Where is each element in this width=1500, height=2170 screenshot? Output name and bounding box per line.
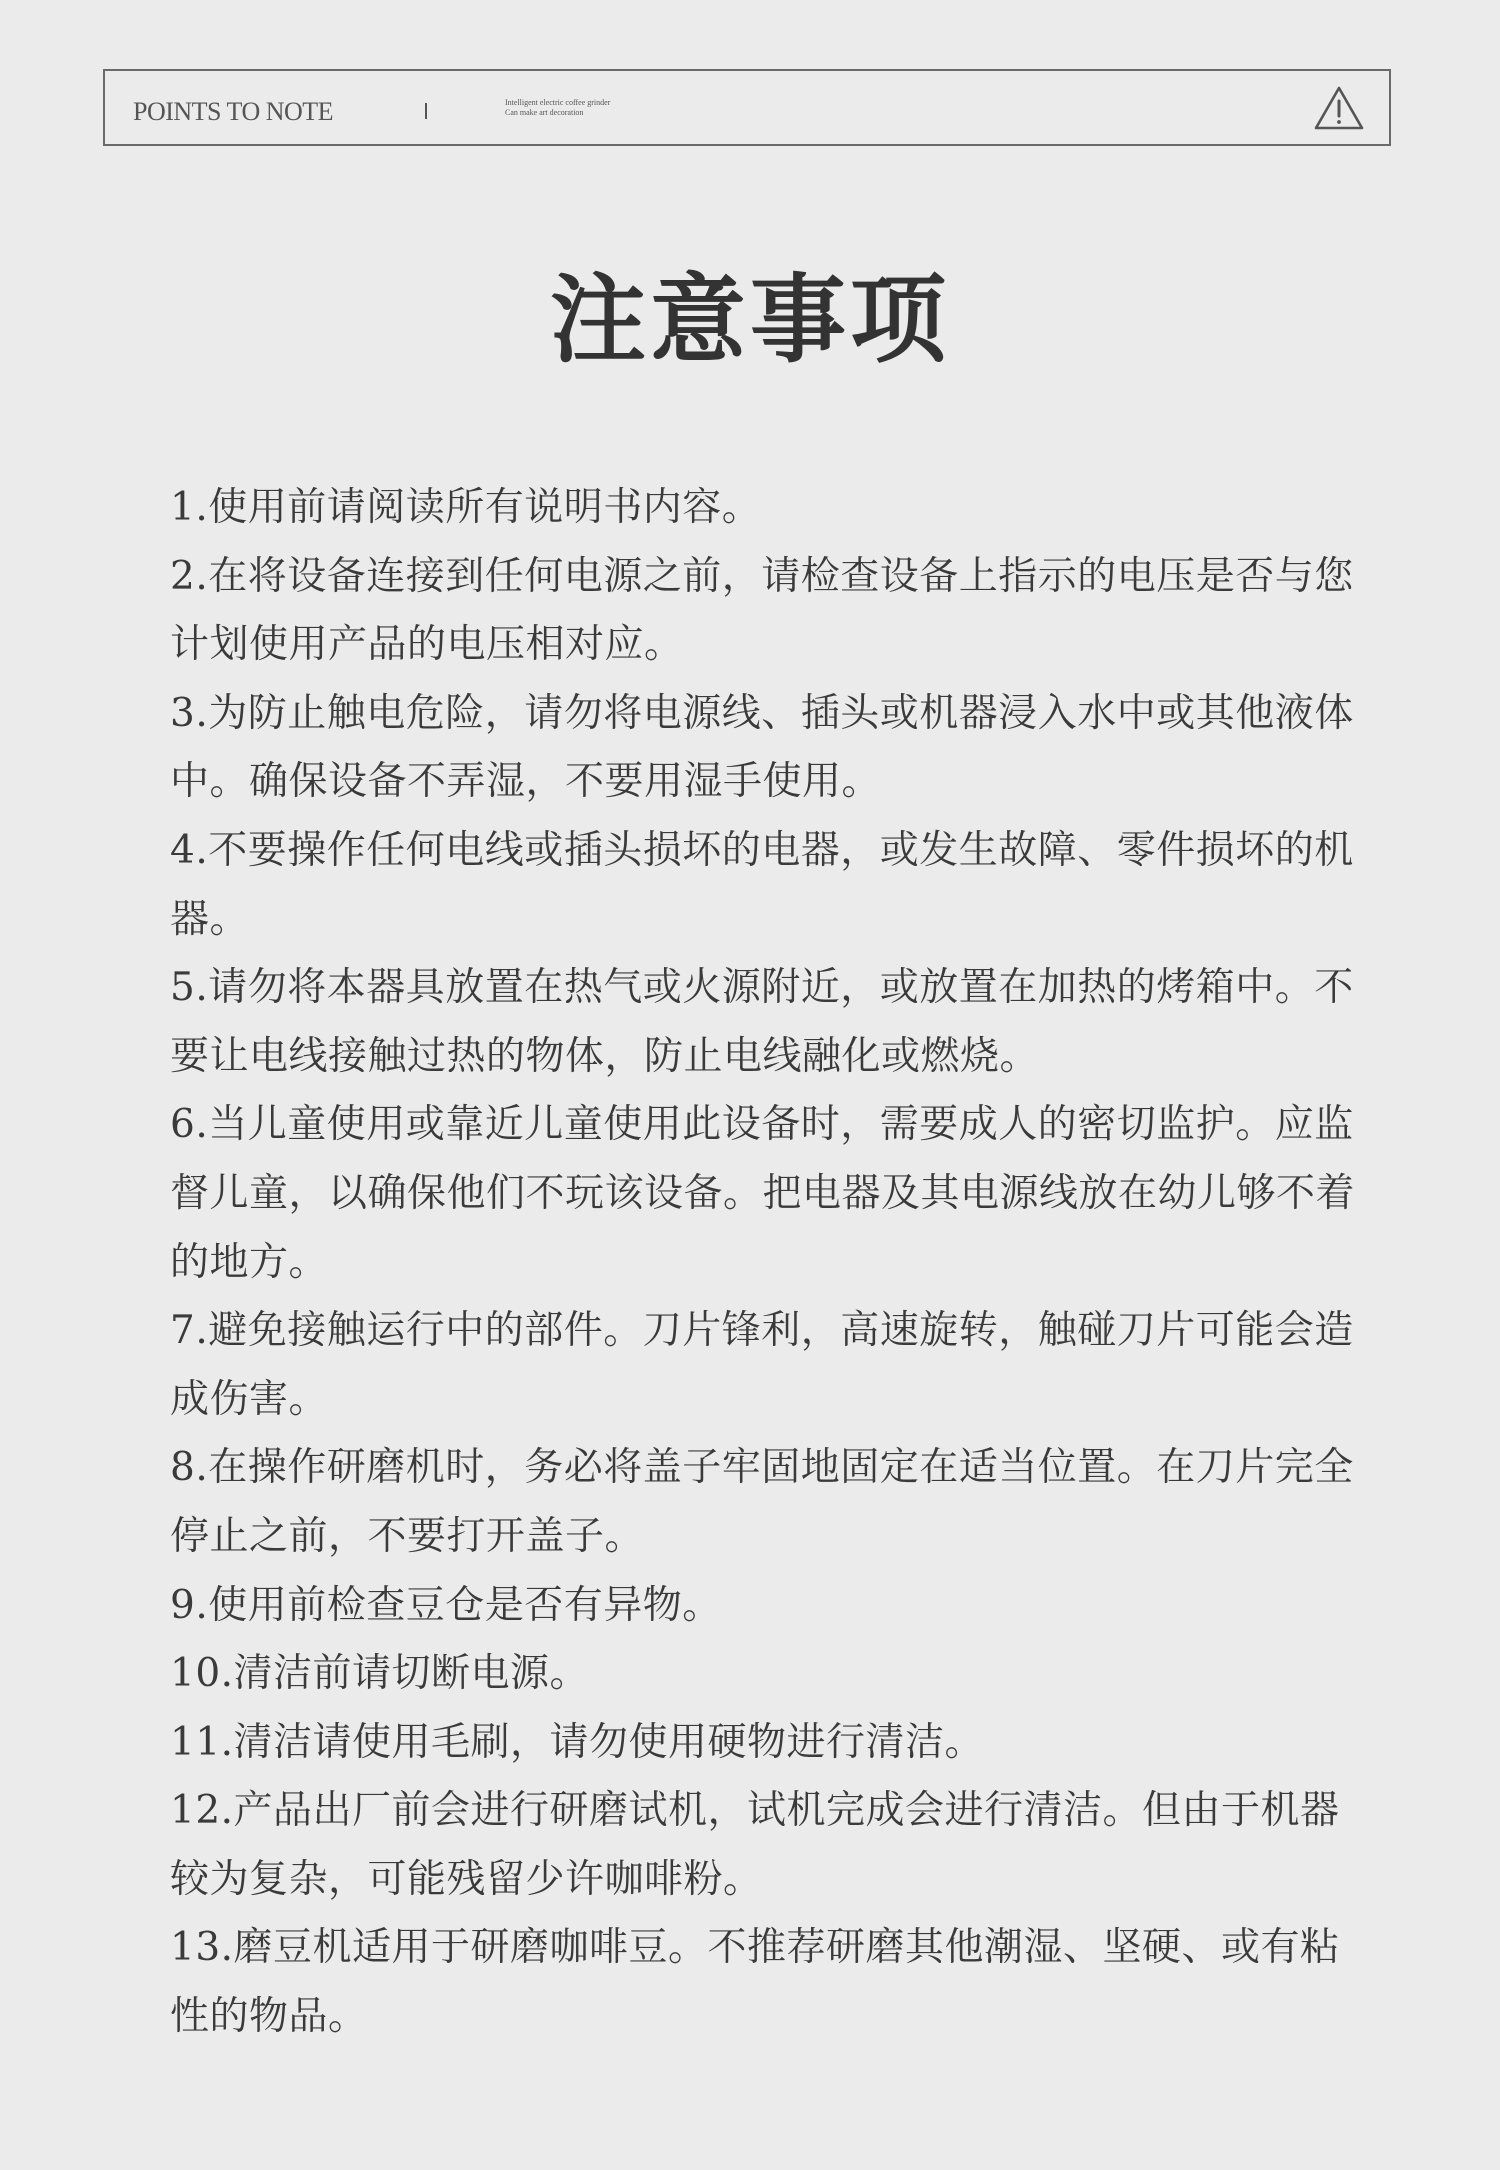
note-item: 6.当儿童使用或靠近儿童使用此设备时，需要成人的密切监护。应监督儿童，以确保他们不玩该设备。把电器及其电源线放在幼儿够不着的地方。 bbox=[170, 1102, 1356, 1285]
header-banner bbox=[103, 69, 1391, 146]
warning-triangle-icon bbox=[1313, 85, 1365, 131]
note-item: 10.清洁前请切断电源。 bbox=[170, 1651, 590, 1697]
note-item: 7.避免接触运行中的部件。刀片锋利，高速旋转，触碰刀片可能会造成伤害。 bbox=[170, 1308, 1354, 1422]
header-label: POINTS TO NOTE bbox=[133, 97, 334, 126]
note-item: 11.清洁请使用毛刷，请勿使用硬物进行清洁。 bbox=[170, 1719, 985, 1765]
note-item: 1.使用前请阅读所有说明书内容。 bbox=[170, 485, 762, 530]
note-item: 12.产品出厂前会进行研磨试机，试机完成会进行清洁。但由于机器较为复杂，可能残留少许咖啡粉。 bbox=[170, 1788, 1340, 1902]
note-item: 9.使用前检查豆仓是否有异物。 bbox=[170, 1582, 722, 1628]
header-divider bbox=[425, 103, 427, 119]
note-item: 3.为防止触电危险，请勿将电源线、插头或机器浸入水中或其他液体中。确保设备不弄湿，不要用湿手使用。 bbox=[170, 690, 1354, 805]
note-item: 8.在操作研磨机时，务必将盖子牢固地固定在适当位置。在刀片完全停止之前，不要打开盖子。 bbox=[170, 1445, 1354, 1559]
header-subtitle bbox=[505, 98, 610, 118]
page-title: 注意事项 bbox=[550, 263, 950, 376]
note-item: 2.在将设备连接到任何电源之前，请检查设备上指示的电压是否与您计划使用产品的电压相对应。 bbox=[170, 553, 1354, 668]
header-subtitle-line-1: Intelligent electric coffee grinder bbox=[505, 98, 611, 107]
note-item: 5.请勿将本器具放置在热气或火源附近，或放置在加热的烤箱中。不要让电线接触过热的物体，防止电线融化或燃烧。 bbox=[170, 965, 1354, 1079]
note-item: 13.磨豆机适用于研磨咖啡豆。不推荐研磨其他潮湿、坚硬、或有粘性的物品。 bbox=[170, 1925, 1340, 2040]
notes-list bbox=[170, 474, 1370, 2052]
header-subtitle-line-2: Can make art decoration bbox=[505, 108, 584, 117]
note-item: 4.不要操作任何电线或插头损坏的电器，或发生故障、零件损坏的机器。 bbox=[170, 827, 1354, 942]
